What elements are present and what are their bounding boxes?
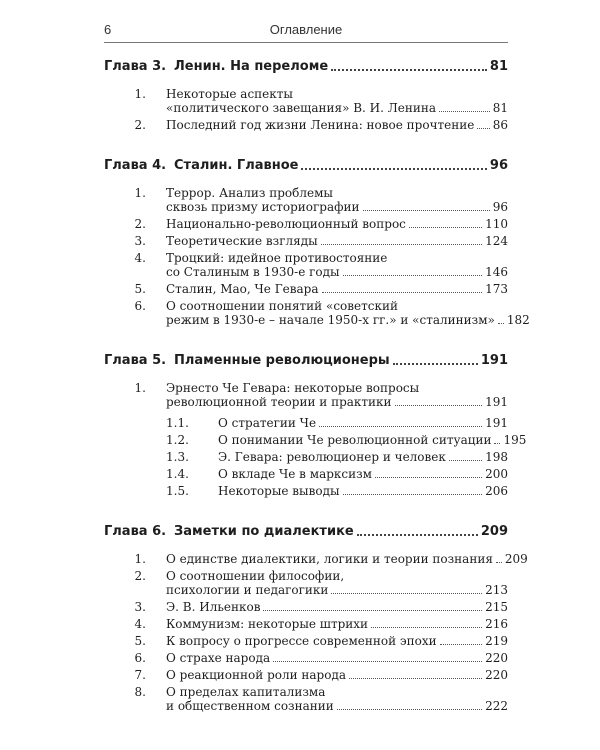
- subentry-text: О вкладе Че в марксизм: [218, 467, 373, 481]
- toc-entry: [104, 282, 508, 296]
- entry-number: 2.: [134, 569, 146, 583]
- chapter-heading-3: [104, 58, 508, 75]
- entry-page: 220: [485, 651, 508, 665]
- toc-subentry: [104, 416, 508, 430]
- dot-leader: [449, 460, 482, 461]
- entry-text: О страхе народа: [166, 651, 271, 665]
- entry-text: сквозь призму историографии: [166, 200, 360, 214]
- toc-entry: [104, 217, 508, 231]
- toc-entry: [104, 87, 508, 115]
- subentry-number: 1.2.: [166, 433, 189, 447]
- entry-text: Террор. Анализ проблемы: [166, 186, 333, 200]
- entry-text: режим в 1930-е – начале 1950-х гг.» и «сталинизм»: [166, 313, 495, 327]
- chapter-label: Глава 4.: [104, 158, 167, 173]
- entry-number: 6.: [134, 651, 146, 665]
- dot-leader: [494, 443, 500, 444]
- entry-text: Теоретические взгляды: [166, 234, 318, 248]
- chapter-title: Заметки по диалектике: [174, 524, 354, 539]
- entry-number: 1.: [134, 186, 146, 200]
- chapter-page: 191: [480, 353, 508, 368]
- entry-page: 219: [485, 634, 508, 648]
- toc-entry: [104, 186, 508, 214]
- chapter-heading-6: [104, 523, 508, 540]
- dot-leader: [331, 593, 482, 594]
- toc-entry: [104, 634, 508, 648]
- subentry-text: Э. Гевара: революционер и человек: [218, 450, 446, 464]
- entry-number: 4.: [134, 251, 146, 265]
- toc-entry: [104, 299, 530, 327]
- entry-page: 81: [492, 101, 508, 115]
- entry-page: 86: [492, 118, 508, 132]
- entry-number: 5.: [134, 282, 146, 296]
- dot-leader: [439, 111, 490, 112]
- subentry-number: 1.5.: [166, 484, 189, 498]
- toc-entry: [104, 118, 508, 132]
- dot-leader: [496, 562, 502, 563]
- entry-text: Последний год жизни Ленина: новое прочтение: [166, 118, 475, 132]
- subentry-page: 191: [485, 416, 508, 430]
- entry-number: 2.: [134, 217, 146, 231]
- entry-page: 110: [485, 217, 508, 231]
- entry-text: О пределах капитализма: [166, 685, 326, 699]
- toc-subentry: [104, 484, 508, 498]
- entry-number: 1.: [134, 381, 146, 395]
- subentry-number: 1.3.: [166, 450, 189, 464]
- entry-number: 1.: [134, 552, 146, 566]
- dot-leader: [337, 709, 482, 710]
- dot-leader: [409, 227, 482, 228]
- running-title: Оглавление: [269, 22, 343, 37]
- dot-leader: [263, 610, 482, 611]
- dot-leader: [349, 678, 482, 679]
- toc-entry: [104, 381, 508, 409]
- toc-entry: [104, 668, 508, 682]
- subentry-text: Некоторые выводы: [218, 484, 340, 498]
- chapter-label: Глава 6.: [104, 524, 167, 539]
- subentry-number: 1.1.: [166, 416, 189, 430]
- entry-text: революционной теории и практики: [166, 395, 392, 409]
- subentry-text: О стратегии Че: [218, 416, 317, 430]
- entry-text: Троцкий: идейное противостояние: [166, 251, 388, 265]
- dot-leader: [375, 477, 482, 478]
- entry-page: 216: [485, 617, 508, 631]
- running-header: [104, 20, 508, 43]
- dot-leader: [357, 534, 478, 536]
- toc-entry: [104, 552, 528, 566]
- page-number: 6: [104, 22, 112, 37]
- dot-leader: [343, 494, 483, 495]
- entry-text: со Сталиным в 1930-е годы: [166, 265, 340, 279]
- entry-page: 191: [485, 395, 508, 409]
- entry-page: 215: [485, 600, 508, 614]
- entry-page: 96: [492, 200, 508, 214]
- entry-text: Некоторые аспекты: [166, 87, 293, 101]
- entry-text: К вопросу о прогрессе современной эпохи: [166, 634, 437, 648]
- entry-text: психологии и педагогики: [166, 583, 329, 597]
- entry-text: Эрнесто Че Гевара: некоторые вопросы: [166, 381, 420, 395]
- dot-leader: [319, 426, 482, 427]
- toc-entry: [104, 651, 508, 665]
- entry-number: 7.: [134, 668, 146, 682]
- toc-subentry: [104, 450, 508, 464]
- entry-page: 209: [504, 552, 528, 566]
- subentry-page: 198: [485, 450, 508, 464]
- toc-subentry: [104, 467, 508, 481]
- dot-leader: [498, 323, 504, 324]
- dot-leader: [440, 644, 482, 645]
- chapter-page: 81: [489, 59, 508, 74]
- entry-number: 1.: [134, 87, 146, 101]
- subentry-page: 200: [485, 467, 508, 481]
- entry-number: 8.: [134, 685, 146, 699]
- chapter-heading-5: [104, 352, 508, 369]
- entry-page: 220: [485, 668, 508, 682]
- dot-leader: [322, 292, 483, 293]
- dot-leader: [331, 69, 487, 71]
- entry-text: О соотношении философии,: [166, 569, 345, 583]
- dot-leader: [321, 244, 482, 245]
- entry-number: 2.: [134, 118, 146, 132]
- toc-entry: [104, 251, 508, 279]
- toc-entry: [104, 569, 508, 597]
- subentry-number: 1.4.: [166, 467, 189, 481]
- chapter-title: Сталин. Главное: [174, 158, 299, 173]
- toc-entry: [104, 617, 508, 631]
- entry-page: 146: [485, 265, 508, 279]
- entry-text: Э. В. Ильенков: [166, 600, 261, 614]
- entry-number: 4.: [134, 617, 146, 631]
- dot-leader: [395, 405, 483, 406]
- entry-text: О соотношении понятий «советский: [166, 299, 398, 313]
- dot-leader: [273, 661, 482, 662]
- subentry-text: О понимании Че революционной ситуации: [218, 433, 492, 447]
- chapter-label: Глава 3.: [104, 59, 167, 74]
- subentry-page: 195: [503, 433, 527, 447]
- dot-leader: [363, 210, 490, 211]
- dot-leader: [301, 168, 486, 170]
- entry-page: 173: [485, 282, 508, 296]
- entry-page: 124: [485, 234, 508, 248]
- chapter-label: Глава 5.: [104, 353, 167, 368]
- subentry-page: 206: [485, 484, 508, 498]
- dot-leader: [343, 275, 483, 276]
- chapter-heading-4: [104, 157, 508, 174]
- entry-page: 222: [485, 699, 508, 713]
- toc-entry: [104, 234, 508, 248]
- dot-leader: [393, 363, 478, 365]
- entry-page: 213: [485, 583, 508, 597]
- entry-text: О реакционной роли народа: [166, 668, 347, 682]
- toc-subentry: [104, 433, 527, 447]
- chapter-page: 209: [480, 524, 508, 539]
- entry-text: Сталин, Мао, Че Гевара: [166, 282, 319, 296]
- toc-entry: [104, 685, 508, 713]
- entry-text: О единстве диалектики, логики и теории познания: [166, 552, 493, 566]
- entry-text: Национально-революционный вопрос: [166, 217, 406, 231]
- chapter-title: Пламенные революционеры: [174, 353, 390, 368]
- entry-number: 3.: [134, 600, 146, 614]
- entry-text: «политического завещания» В. И. Ленина: [166, 101, 437, 115]
- entry-page: 182: [506, 313, 530, 327]
- entry-text: Коммунизм: некоторые штрихи: [166, 617, 369, 631]
- chapter-title: Ленин. На переломе: [174, 59, 329, 74]
- chapter-page: 96: [489, 158, 508, 173]
- dot-leader: [477, 128, 489, 129]
- toc-entry: [104, 600, 508, 614]
- entry-text: и общественном сознании: [166, 699, 334, 713]
- entry-number: 6.: [134, 299, 146, 313]
- entry-number: 5.: [134, 634, 146, 648]
- entry-number: 3.: [134, 234, 146, 248]
- dot-leader: [371, 627, 482, 628]
- table-of-contents: [104, 58, 530, 716]
